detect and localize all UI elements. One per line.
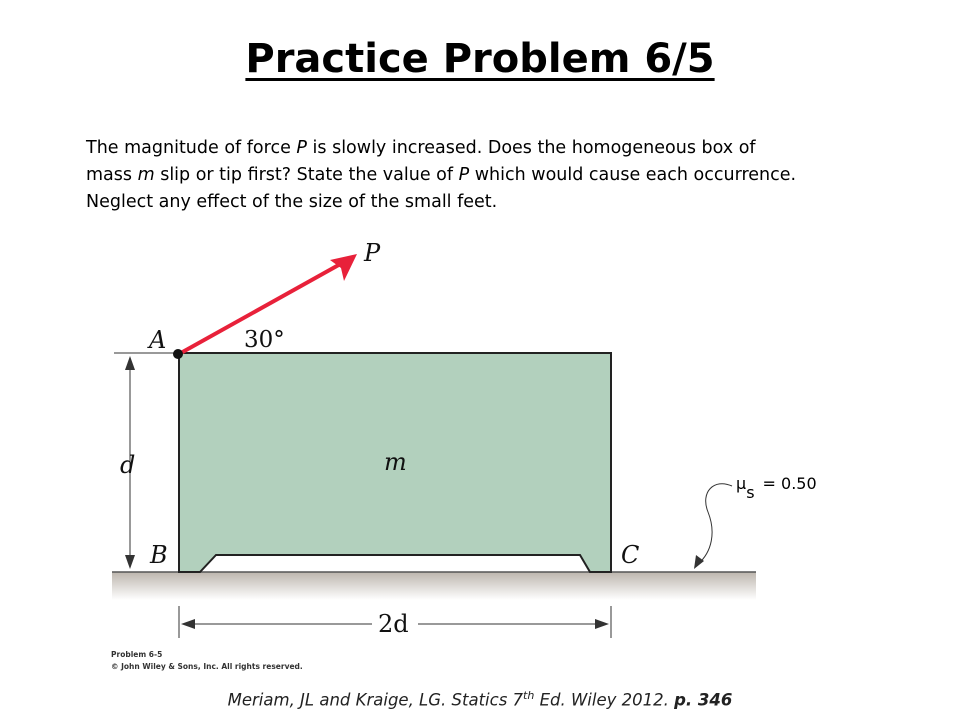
citation xyxy=(0,689,960,710)
width-arrow-right-icon xyxy=(595,619,609,629)
statement-text: which would cause each occurrence. xyxy=(469,165,797,185)
friction-pointer-arrow xyxy=(698,484,732,564)
statement-symbol-m: m xyxy=(137,165,155,185)
angle-label: 30° xyxy=(244,327,285,353)
citation-text: Meriam, JL and Kraige, LG. Statics 7 xyxy=(227,690,524,710)
statement-text: The magnitude of force xyxy=(86,138,297,158)
statement-text: slip or tip first? State the value of xyxy=(154,165,459,185)
mass-label: m xyxy=(384,448,407,476)
statement-symbol-p: P xyxy=(296,138,307,158)
figure-caption-title: Problem 6-5 xyxy=(111,650,163,659)
friction-pointer-arrowhead-icon xyxy=(694,555,704,569)
height-arrow-down-icon xyxy=(125,555,135,569)
statement-line-3: Neglect any effect of the size of the small feet. xyxy=(86,192,498,212)
width-label: 2d xyxy=(378,610,409,638)
statement-symbol-p: P xyxy=(458,165,470,185)
figure-caption-copyright: © John Wiley & Sons, Inc. All rights reserved. xyxy=(111,662,303,671)
point-a-dot xyxy=(173,349,183,359)
force-label: P xyxy=(364,239,381,267)
citation-page: p. 346 xyxy=(674,690,733,710)
statement-text: is slowly increased. Does the homogeneous box of xyxy=(306,138,756,158)
citation-text: Ed. Wiley 2012. xyxy=(534,690,675,710)
statement-text: mass xyxy=(86,165,138,185)
point-c-label: C xyxy=(621,541,640,569)
ground-surface xyxy=(112,572,756,600)
point-b-label: B xyxy=(150,541,168,569)
height-arrow-up-icon xyxy=(125,356,135,370)
point-a-label: A xyxy=(149,326,167,354)
citation-superscript: th xyxy=(523,689,535,702)
width-arrow-left-icon xyxy=(181,619,195,629)
slide-title: Practice Problem 6/5 xyxy=(245,36,715,82)
friction-coefficient: μs = 0.50 xyxy=(736,474,817,502)
height-label: d xyxy=(120,451,136,479)
